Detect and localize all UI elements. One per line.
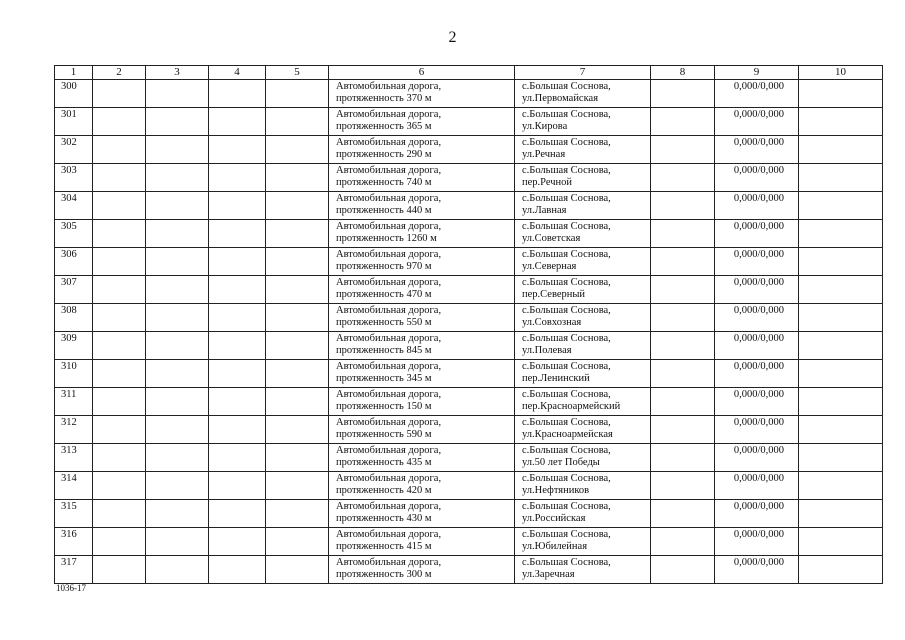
- value-cell: 0,000/0,000: [715, 528, 799, 556]
- value-cell: 0,000/0,000: [715, 500, 799, 528]
- empty-cell-col-3: [146, 500, 209, 528]
- empty-cell-col-10: [799, 472, 883, 500]
- table-row: [55, 276, 883, 304]
- value-cell: 0,000/0,000: [715, 472, 799, 500]
- address-line-2: ул.Северная: [522, 260, 577, 272]
- empty-cell-col-2: [93, 220, 146, 248]
- object-name-line-1: Автомобильная дорога,: [336, 333, 442, 344]
- column-header-1: 1: [55, 66, 93, 80]
- empty-cell-col-10: [799, 556, 883, 584]
- object-length-line: протяженность 150 м: [336, 400, 432, 412]
- address-cell: [515, 332, 651, 360]
- column-header-9: 9: [715, 66, 799, 80]
- empty-cell-col-2: [93, 192, 146, 220]
- column-header-4: 4: [209, 66, 266, 80]
- empty-cell-col-10: [799, 248, 883, 276]
- empty-cell-col-8: [651, 556, 715, 584]
- empty-cell-col-5: [266, 136, 329, 164]
- empty-cell-col-4: [209, 528, 266, 556]
- object-name-cell: [329, 276, 515, 304]
- object-name-line-1: Автомобильная дорога,: [336, 501, 442, 512]
- empty-cell-col-4: [209, 556, 266, 584]
- empty-cell-col-3: [146, 528, 209, 556]
- empty-cell-col-2: [93, 556, 146, 584]
- empty-cell-col-4: [209, 192, 266, 220]
- value-cell: 0,000/0,000: [715, 220, 799, 248]
- empty-cell-col-10: [799, 192, 883, 220]
- address-line-1: с.Большая Соснова,: [522, 81, 611, 92]
- row-number-cell: 310: [55, 360, 93, 388]
- empty-cell-col-2: [93, 472, 146, 500]
- address-cell: [515, 528, 651, 556]
- row-number-cell: 307: [55, 276, 93, 304]
- empty-cell-col-2: [93, 500, 146, 528]
- empty-cell-col-2: [93, 332, 146, 360]
- value-cell: 0,000/0,000: [715, 444, 799, 472]
- object-name-line-1: Автомобильная дорога,: [336, 277, 442, 288]
- address-cell: [515, 444, 651, 472]
- address-line-1: с.Большая Соснова,: [522, 221, 611, 232]
- empty-cell-col-8: [651, 304, 715, 332]
- row-number-cell: 316: [55, 528, 93, 556]
- empty-cell-col-8: [651, 164, 715, 192]
- address-cell: [515, 276, 651, 304]
- row-number-cell: 300: [55, 80, 93, 108]
- object-name-line-1: Автомобильная дорога,: [336, 473, 442, 484]
- address-line-1: с.Большая Соснова,: [522, 557, 611, 568]
- address-line-2: ул.Кирова: [522, 120, 568, 132]
- empty-cell-col-8: [651, 332, 715, 360]
- empty-cell-col-3: [146, 248, 209, 276]
- empty-cell-col-5: [266, 444, 329, 472]
- address-line-2: ул.Советская: [522, 232, 581, 244]
- empty-cell-col-5: [266, 332, 329, 360]
- empty-cell-col-3: [146, 556, 209, 584]
- address-line-2: ул.Полевая: [522, 344, 572, 356]
- table-row: [55, 500, 883, 528]
- empty-cell-col-5: [266, 248, 329, 276]
- header-row: [55, 66, 883, 80]
- address-line-1: с.Большая Соснова,: [522, 277, 611, 288]
- table-row: [55, 220, 883, 248]
- empty-cell-col-3: [146, 304, 209, 332]
- empty-cell-col-2: [93, 416, 146, 444]
- empty-cell-col-4: [209, 444, 266, 472]
- address-line-2: ул.Красноармейская: [522, 428, 613, 440]
- table-row: [55, 108, 883, 136]
- empty-cell-col-10: [799, 444, 883, 472]
- empty-cell-col-5: [266, 360, 329, 388]
- table-row: [55, 528, 883, 556]
- address-line-1: с.Большая Соснова,: [522, 165, 611, 176]
- value-cell: 0,000/0,000: [715, 136, 799, 164]
- object-name-cell: [329, 416, 515, 444]
- address-cell: [515, 80, 651, 108]
- empty-cell-col-5: [266, 556, 329, 584]
- object-name-line-1: Автомобильная дорога,: [336, 137, 442, 148]
- address-line-2: ул.Заречная: [522, 568, 575, 580]
- empty-cell-col-8: [651, 220, 715, 248]
- value-cell: 0,000/0,000: [715, 360, 799, 388]
- address-line-2: пер.Речной: [522, 176, 573, 188]
- object-name-line-1: Автомобильная дорога,: [336, 109, 442, 120]
- empty-cell-col-10: [799, 360, 883, 388]
- empty-cell-col-4: [209, 276, 266, 304]
- object-name-line-1: Автомобильная дорога,: [336, 445, 442, 456]
- empty-cell-col-3: [146, 136, 209, 164]
- table-row: [55, 136, 883, 164]
- empty-cell-col-2: [93, 444, 146, 472]
- value-cell: 0,000/0,000: [715, 192, 799, 220]
- address-line-2: ул.Совхозная: [522, 316, 582, 328]
- column-header-5: 5: [266, 66, 329, 80]
- empty-cell-col-3: [146, 192, 209, 220]
- object-name-cell: [329, 248, 515, 276]
- empty-cell-col-3: [146, 416, 209, 444]
- object-name-line-1: Автомобильная дорога,: [336, 529, 442, 540]
- empty-cell-col-5: [266, 472, 329, 500]
- empty-cell-col-4: [209, 332, 266, 360]
- object-name-cell: [329, 332, 515, 360]
- object-length-line: протяженность 290 м: [336, 148, 432, 160]
- empty-cell-col-8: [651, 360, 715, 388]
- empty-cell-col-4: [209, 108, 266, 136]
- address-line-1: с.Большая Соснова,: [522, 249, 611, 260]
- page-number: 2: [448, 29, 457, 46]
- column-header-8: 8: [651, 66, 715, 80]
- object-length-line: протяженность 550 м: [336, 316, 432, 328]
- row-number-cell: 313: [55, 444, 93, 472]
- empty-cell-col-8: [651, 444, 715, 472]
- empty-cell-col-10: [799, 500, 883, 528]
- empty-cell-col-10: [799, 416, 883, 444]
- address-line-1: с.Большая Соснова,: [522, 501, 611, 512]
- row-number-cell: 303: [55, 164, 93, 192]
- empty-cell-col-8: [651, 276, 715, 304]
- table-row: [55, 192, 883, 220]
- object-name-cell: [329, 80, 515, 108]
- object-name-line-1: Автомобильная дорога,: [336, 193, 442, 204]
- table-row: [55, 388, 883, 416]
- address-cell: [515, 388, 651, 416]
- object-name-cell: [329, 108, 515, 136]
- empty-cell-col-3: [146, 80, 209, 108]
- object-name-cell: [329, 304, 515, 332]
- table-row: [55, 248, 883, 276]
- address-line-1: с.Большая Соснова,: [522, 473, 611, 484]
- object-name-line-1: Автомобильная дорога,: [336, 221, 442, 232]
- document-code: 1036-17: [56, 583, 86, 593]
- empty-cell-col-4: [209, 304, 266, 332]
- row-number-cell: 306: [55, 248, 93, 276]
- table-row: [55, 80, 883, 108]
- object-length-line: протяженность 300 м: [336, 568, 432, 580]
- empty-cell-col-2: [93, 388, 146, 416]
- address-cell: [515, 472, 651, 500]
- column-header-3: 3: [146, 66, 209, 80]
- value-cell: 0,000/0,000: [715, 108, 799, 136]
- empty-cell-col-8: [651, 388, 715, 416]
- object-name-line-1: Автомобильная дорога,: [336, 389, 442, 400]
- address-line-2: пер.Северный: [522, 288, 586, 300]
- object-length-line: протяженность 415 м: [336, 540, 432, 552]
- object-length-line: протяженность 430 м: [336, 512, 432, 524]
- empty-cell-col-3: [146, 108, 209, 136]
- object-name-cell: [329, 472, 515, 500]
- object-length-line: протяженность 365 м: [336, 120, 432, 132]
- table-row: [55, 164, 883, 192]
- address-line-2: ул.50 лет Победы: [522, 456, 600, 468]
- object-name-cell: [329, 528, 515, 556]
- empty-cell-col-10: [799, 388, 883, 416]
- object-name-cell: [329, 164, 515, 192]
- object-name-line-1: Автомобильная дорога,: [336, 81, 442, 92]
- address-line-1: с.Большая Соснова,: [522, 109, 611, 120]
- object-name-line-1: Автомобильная дорога,: [336, 361, 442, 372]
- empty-cell-col-8: [651, 192, 715, 220]
- object-name-line-1: Автомобильная дорога,: [336, 557, 442, 568]
- empty-cell-col-3: [146, 332, 209, 360]
- empty-cell-col-3: [146, 472, 209, 500]
- object-length-line: протяженность 970 м: [336, 260, 432, 272]
- empty-cell-col-2: [93, 164, 146, 192]
- empty-cell-col-2: [93, 528, 146, 556]
- column-header-10: 10: [799, 66, 883, 80]
- empty-cell-col-4: [209, 472, 266, 500]
- table-header: [55, 66, 883, 80]
- empty-cell-col-8: [651, 136, 715, 164]
- empty-cell-col-4: [209, 220, 266, 248]
- address-line-2: пер.Красноармейский: [522, 400, 621, 412]
- table-row: [55, 360, 883, 388]
- address-cell: [515, 360, 651, 388]
- empty-cell-col-10: [799, 276, 883, 304]
- empty-cell-col-4: [209, 500, 266, 528]
- object-length-line: протяженность 845 м: [336, 344, 432, 356]
- empty-cell-col-8: [651, 416, 715, 444]
- value-cell: 0,000/0,000: [715, 164, 799, 192]
- empty-cell-col-4: [209, 416, 266, 444]
- object-name-cell: [329, 500, 515, 528]
- empty-cell-col-10: [799, 528, 883, 556]
- row-number-cell: 301: [55, 108, 93, 136]
- empty-cell-col-2: [93, 80, 146, 108]
- empty-cell-col-4: [209, 360, 266, 388]
- object-name-cell: [329, 556, 515, 584]
- object-length-line: протяженность 440 м: [336, 204, 432, 216]
- object-length-line: протяженность 740 м: [336, 176, 432, 188]
- address-line-1: с.Большая Соснова,: [522, 417, 611, 428]
- empty-cell-col-5: [266, 528, 329, 556]
- empty-cell-col-8: [651, 248, 715, 276]
- row-number-cell: 309: [55, 332, 93, 360]
- empty-cell-col-4: [209, 80, 266, 108]
- empty-cell-col-5: [266, 500, 329, 528]
- empty-cell-col-5: [266, 388, 329, 416]
- address-cell: [515, 416, 651, 444]
- empty-cell-col-3: [146, 164, 209, 192]
- empty-cell-col-10: [799, 136, 883, 164]
- object-length-line: протяженность 345 м: [336, 372, 432, 384]
- row-number-cell: 317: [55, 556, 93, 584]
- empty-cell-col-10: [799, 304, 883, 332]
- empty-cell-col-5: [266, 416, 329, 444]
- empty-cell-col-5: [266, 276, 329, 304]
- object-name-line-1: Автомобильная дорога,: [336, 417, 442, 428]
- value-cell: 0,000/0,000: [715, 276, 799, 304]
- object-name-line-1: Автомобильная дорога,: [336, 305, 442, 316]
- empty-cell-col-2: [93, 136, 146, 164]
- row-number-cell: 315: [55, 500, 93, 528]
- address-line-1: с.Большая Соснова,: [522, 305, 611, 316]
- row-number-cell: 308: [55, 304, 93, 332]
- object-name-cell: [329, 444, 515, 472]
- row-number-cell: 302: [55, 136, 93, 164]
- address-line-1: с.Большая Соснова,: [522, 333, 611, 344]
- address-line-1: с.Большая Соснова,: [522, 389, 611, 400]
- address-cell: [515, 556, 651, 584]
- column-header-7: 7: [515, 66, 651, 80]
- empty-cell-col-2: [93, 276, 146, 304]
- value-cell: 0,000/0,000: [715, 304, 799, 332]
- address-cell: [515, 192, 651, 220]
- column-header-6: 6: [329, 66, 515, 80]
- value-cell: 0,000/0,000: [715, 388, 799, 416]
- object-length-line: протяженность 435 м: [336, 456, 432, 468]
- object-length-line: протяженность 1260 м: [336, 232, 437, 244]
- row-number-cell: 314: [55, 472, 93, 500]
- empty-cell-col-3: [146, 444, 209, 472]
- object-name-cell: [329, 360, 515, 388]
- address-line-2: ул.Юбилейная: [522, 540, 588, 552]
- empty-cell-col-10: [799, 108, 883, 136]
- empty-cell-col-3: [146, 360, 209, 388]
- empty-cell-col-8: [651, 80, 715, 108]
- empty-cell-col-10: [799, 332, 883, 360]
- object-length-line: протяженность 370 м: [336, 92, 432, 104]
- empty-cell-col-3: [146, 276, 209, 304]
- empty-cell-col-4: [209, 136, 266, 164]
- empty-cell-col-8: [651, 108, 715, 136]
- address-line-1: с.Большая Соснова,: [522, 361, 611, 372]
- value-cell: 0,000/0,000: [715, 556, 799, 584]
- empty-cell-col-4: [209, 164, 266, 192]
- address-line-1: с.Большая Соснова,: [522, 137, 611, 148]
- empty-cell-col-10: [799, 220, 883, 248]
- empty-cell-col-5: [266, 80, 329, 108]
- row-number-cell: 305: [55, 220, 93, 248]
- address-line-2: ул.Речная: [522, 148, 566, 160]
- table-row: [55, 444, 883, 472]
- object-name-cell: [329, 192, 515, 220]
- object-name-line-1: Автомобильная дорога,: [336, 249, 442, 260]
- object-length-line: протяженность 590 м: [336, 428, 432, 440]
- value-cell: 0,000/0,000: [715, 80, 799, 108]
- address-cell: [515, 108, 651, 136]
- address-line-2: ул.Нефтяников: [522, 484, 590, 496]
- empty-cell-col-5: [266, 192, 329, 220]
- object-name-cell: [329, 220, 515, 248]
- table-row: [55, 556, 883, 584]
- column-header-2: 2: [93, 66, 146, 80]
- registry-table: [54, 65, 883, 584]
- empty-cell-col-5: [266, 164, 329, 192]
- empty-cell-col-2: [93, 360, 146, 388]
- empty-cell-col-4: [209, 388, 266, 416]
- empty-cell-col-5: [266, 304, 329, 332]
- address-line-2: ул.Лавная: [522, 204, 567, 216]
- value-cell: 0,000/0,000: [715, 416, 799, 444]
- address-line-1: с.Большая Соснова,: [522, 445, 611, 456]
- row-number-cell: 304: [55, 192, 93, 220]
- table-body: [55, 80, 883, 584]
- object-length-line: протяженность 420 м: [336, 484, 432, 496]
- address-cell: [515, 500, 651, 528]
- address-cell: [515, 136, 651, 164]
- address-line-1: с.Большая Соснова,: [522, 193, 611, 204]
- address-cell: [515, 304, 651, 332]
- table-row: [55, 332, 883, 360]
- object-name-cell: [329, 388, 515, 416]
- empty-cell-col-8: [651, 528, 715, 556]
- table-row: [55, 472, 883, 500]
- address-line-2: ул.Российская: [522, 512, 586, 524]
- empty-cell-col-5: [266, 220, 329, 248]
- empty-cell-col-8: [651, 472, 715, 500]
- object-name-line-1: Автомобильная дорога,: [336, 165, 442, 176]
- empty-cell-col-3: [146, 220, 209, 248]
- address-cell: [515, 164, 651, 192]
- empty-cell-col-2: [93, 108, 146, 136]
- table-row: [55, 416, 883, 444]
- empty-cell-col-2: [93, 248, 146, 276]
- row-number-cell: 311: [55, 388, 93, 416]
- address-cell: [515, 248, 651, 276]
- value-cell: 0,000/0,000: [715, 332, 799, 360]
- empty-cell-col-3: [146, 388, 209, 416]
- empty-cell-col-8: [651, 500, 715, 528]
- empty-cell-col-4: [209, 248, 266, 276]
- empty-cell-col-10: [799, 80, 883, 108]
- address-cell: [515, 220, 651, 248]
- row-number-cell: 312: [55, 416, 93, 444]
- empty-cell-col-10: [799, 164, 883, 192]
- object-name-cell: [329, 136, 515, 164]
- object-length-line: протяженность 470 м: [336, 288, 432, 300]
- empty-cell-col-5: [266, 108, 329, 136]
- value-cell: 0,000/0,000: [715, 248, 799, 276]
- table-row: [55, 304, 883, 332]
- empty-cell-col-2: [93, 304, 146, 332]
- address-line-2: пер.Ленинский: [522, 372, 590, 384]
- address-line-1: с.Большая Соснова,: [522, 529, 611, 540]
- address-line-2: ул.Первомайская: [522, 92, 599, 104]
